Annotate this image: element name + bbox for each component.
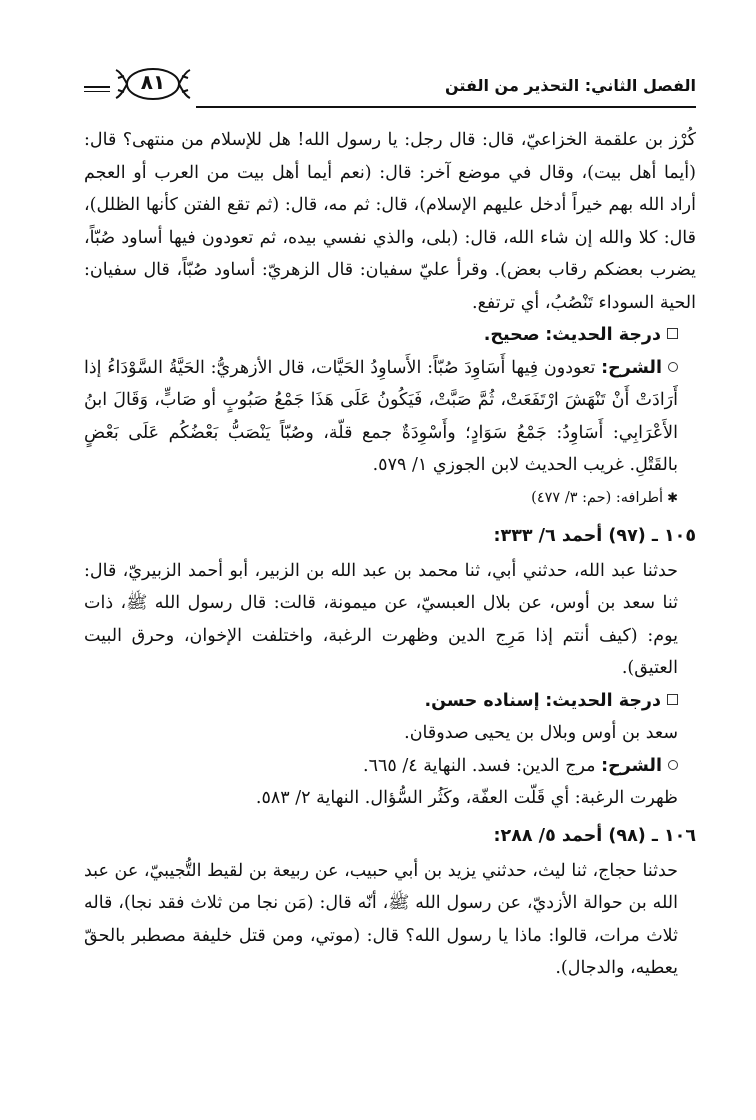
page-header bbox=[84, 60, 696, 112]
sharh-104 bbox=[84, 352, 696, 482]
narrator-note: سعد بن أوس وبلال بن يحيى صدوقان. bbox=[404, 723, 678, 743]
page-number: ٨١ bbox=[140, 70, 166, 94]
chapter-title: الفصل الثاني: التحذير من الفتن bbox=[445, 76, 696, 95]
atraf-line bbox=[84, 482, 696, 515]
grade-label: درجة الحديث: bbox=[545, 325, 661, 345]
atraf-text: أطرافه: (حم: ٣/ ٤٧٧) bbox=[531, 489, 664, 506]
sharh-105-line2: ظهرت الرغبة: أي قَلّت العفّة، وكَثُر السُّؤال. النهاية ٢/ ٥٨٣. bbox=[255, 788, 678, 808]
sharh-105 bbox=[84, 750, 696, 783]
asterisk-icon: ✱ bbox=[667, 490, 678, 506]
hadith-heading-105: ١٠٥ ـ (٩٧) أحمد ٦/ ٣٣٣: bbox=[493, 525, 696, 546]
header-rule-short bbox=[84, 86, 110, 92]
header-rule bbox=[196, 106, 696, 108]
hadith-text-104: كُرْز بن علقمة الخزاعيّ، قال: قال رجل: يا رسول الله! هل للإسلام من منتهى؟ قال: (أيما أهل بيت)، وقال في موضع آخر: قال: (نعم أيما أهل بيت من العرب أو العجم أراد الله بهم خيراً أدخل عليهم الإسلام)، قال: ثم مه، قال: (ثم تقع الفتن كأنها الظلل)، قال: كلا والله إن شاء الله، قال: (بلى، والذي نفسي بيده، ثم تعودون فيها أساود صُبّاً، يضرب بعضكم رقاب بعض). وقرأ عليّ سفيان: قال الزهريّ: أساود صُبّاً، قال سفيان: الحية السوداء تَنْصُبُ، أي ترتفع. bbox=[84, 130, 696, 313]
sharh-text: تعودون فِيها أَسَاوِدَ صُبّاً: الأَساوِدُ الحَيَّات، قال الأزهريُّ: الحَيَّةُ السَّوْدَاءُ إذا أَرَادَتْ أَنْ تَنْهَشَ ارْتَفَعَتْ، ثُمَّ صَبَّتْ، فَيَكُونُ عَلَى هَذَا جَمْعُ صَبُوبٍ أو صَابٍّ، وَقَالَ ابنُ الأَعْرَابِي: أَسَاوِدُ: جَمْعُ سَوَادٍ؛ وأَسْوِدَةٌ جمع قلّة، وصُبّاً يَنْصَبُّ بَعْضُكُم عَلَى بَعْضٍ بالقَتْلِ. غريب الحديث لابن الجوزي ١/ ٥٧٩. bbox=[84, 357, 678, 475]
square-bullet-icon bbox=[667, 328, 678, 339]
grade-value: صحيح. bbox=[483, 325, 540, 345]
hadith-text-106: حدثنا حجاج، ثنا ليث، حدثني يزيد بن أبي حبيب، عن ربيعة بن لقيط التُّجيبيّ، عن عبد الله بن حوالة الأزديّ، عن رسول الله ﷺ، أنّه قال: (مَن نجا من ثلاث فقد نجا)، قاله ثلاث مرات، قالوا: ماذا يا رسول الله؟ قال: (موتي، ومن قتل خليفة مصطبر بالحقّ يعطيه، والدجال). bbox=[84, 860, 678, 978]
circle-bullet-icon bbox=[668, 760, 678, 770]
grade-value: إسناده حسن. bbox=[424, 690, 540, 711]
sharh-text: مرج الدين: فسد. النهاية ٤/ ٦٦٥. bbox=[362, 755, 596, 776]
circle-bullet-icon bbox=[668, 362, 678, 372]
grade-label: درجة الحديث: bbox=[545, 690, 661, 711]
book-page bbox=[84, 60, 696, 985]
hadith-heading-106: ١٠٦ ـ (٩٨) أحمد ٥/ ٢٨٨: bbox=[493, 825, 696, 846]
sharh-label: الشرح: bbox=[601, 755, 662, 776]
square-bullet-icon bbox=[667, 694, 678, 705]
sharh-label: الشرح: bbox=[601, 357, 662, 378]
grade-line-104 bbox=[84, 319, 696, 352]
hadith-text-105: حدثنا عبد الله، حدثني أبي، ثنا محمد بن عبد الله بن الزبير، أبو أحمد الزبيريّ، قال: ثنا سعد بن أوس، عن بلال العبسيّ، عن ميمونة، قالت: قال رسول الله ﷺ، ذات يوم: (كيف أنتم إذا مَرِج الدين وظهرت الرغبة، واختلفت الإخوان، وحرق البيت العتيق). bbox=[84, 560, 678, 678]
grade-line-105 bbox=[84, 685, 696, 718]
